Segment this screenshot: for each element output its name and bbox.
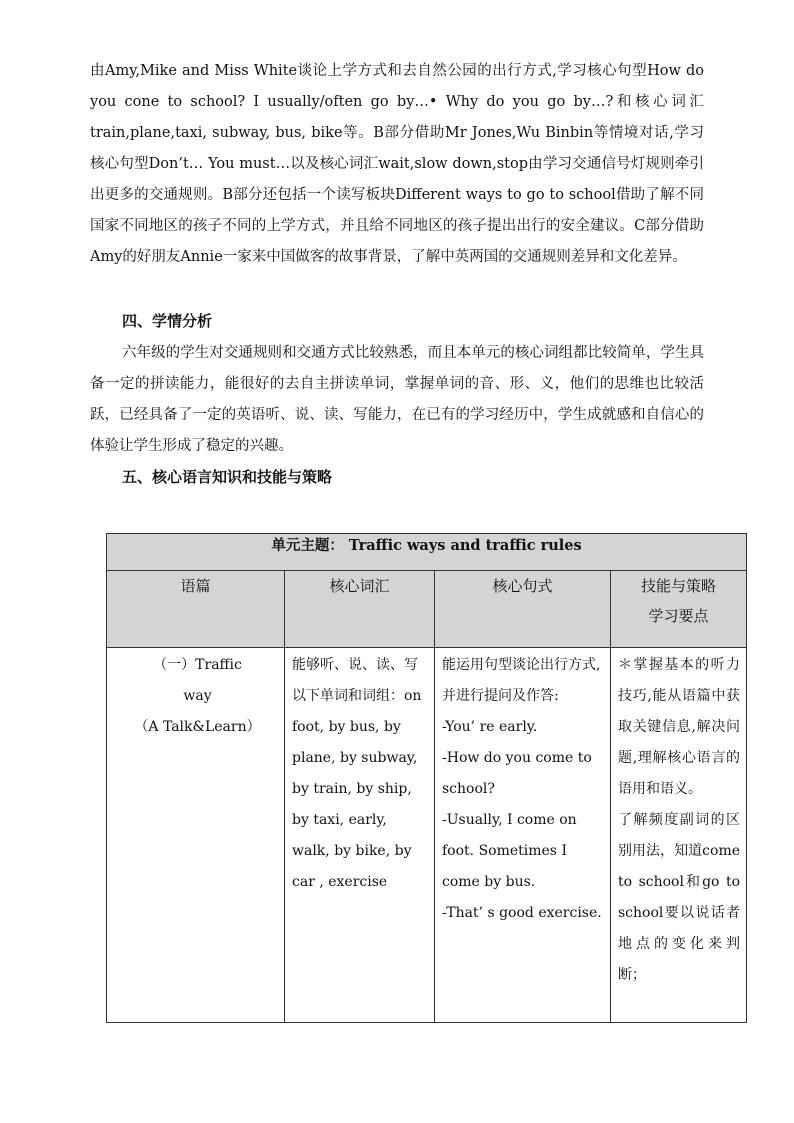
vocab-text: 能够听、说、读、写以下单词和词组：on foot, by bus, by plane, by subway, by train, by ship, by taxi, early, walk, by bike, by car , exercise [292, 657, 422, 890]
section-4-paragraph: 六年级的学生对交通规则和交通方式比较熟悉，而且本单元的核心词组都比较简单，学生具备一定的拼读能力，能很好的去自主拼读单词，掌握单词的音、形、义，他们的思维也比较活跃，已经具备了一定的英语听、说、读、写能力，在已有的学习经历中，学生成就感和自信心的体验让学生形成了稳定的兴趣。 [90, 345, 704, 454]
header-skills [611, 571, 747, 648]
skills-point-2: 了解频度副词的区别用法，知道come to school和go to school要以说话者地点的变化来判断； [618, 812, 741, 983]
sentences-cell [435, 648, 611, 1023]
core-knowledge-table [106, 533, 747, 1023]
vocab-cell [285, 648, 435, 1023]
table-row [107, 648, 747, 1023]
section-5-heading: 五、核心语言知识和技能与策略 [122, 468, 333, 486]
sentences-intro: 能运用句型谈论出行方式,并进行提问及作答: [442, 657, 601, 704]
sentence-4: -That’ s good exercise. [442, 905, 602, 921]
skills-cell [611, 648, 747, 1023]
unit-theme: 单元主题： Traffic ways and traffic rules [107, 534, 747, 571]
skills-point-1: ＊掌握基本的听力技巧,能从语篇中获取关键信息,解决问题,理解核心语言的语用和语义。 [618, 657, 741, 797]
intro-paragraph: 由Amy,Mike and Miss White谈论上学方式和去自然公园的出行方式,学习核心句型How do you cone to school? I usually/often go by…• Why do you go by…?和核心词汇train,plane,taxi, subway, bus, bike等。B部分借助Mr Jones,Wu Binbin等情境对话,学习核心句型Don’t… You must…以及核心词汇wait,slow down,stop由学习交通信号灯规则牵引出更多的交通规则。B部分还包括一个读写板块Different ways to go to school借助了解不同国家不同地区的孩子不同的上学方式，并且给不同地区的孩子提出出行的安全建议。C部分借助Amy的好朋友Annie一家来中国做客的故事背景，了解中英两国的交通规则差异和文化差异。 [90, 63, 704, 265]
text-title-line3: （A Talk&Learn） [134, 719, 261, 735]
text-title-line1: （一）Traffic [153, 657, 242, 673]
header-sentences: 核心句式 [435, 571, 611, 648]
sentence-2: -How do you come to school? [442, 750, 592, 797]
sentence-3: -Usually, I come on foot. Sometimes I come by bus. [442, 812, 577, 890]
header-skills-line1: 技能与策略 [641, 577, 717, 595]
header-skills-line2: 学习要点 [648, 607, 709, 625]
sentence-1: -You’ re early. [442, 719, 538, 735]
section-4-heading: 四、学情分析 [122, 312, 213, 330]
text-title-line2: way [183, 688, 212, 704]
text-cell [107, 648, 285, 1023]
header-text: 语篇 [107, 571, 285, 648]
header-vocab: 核心词汇 [285, 571, 435, 648]
